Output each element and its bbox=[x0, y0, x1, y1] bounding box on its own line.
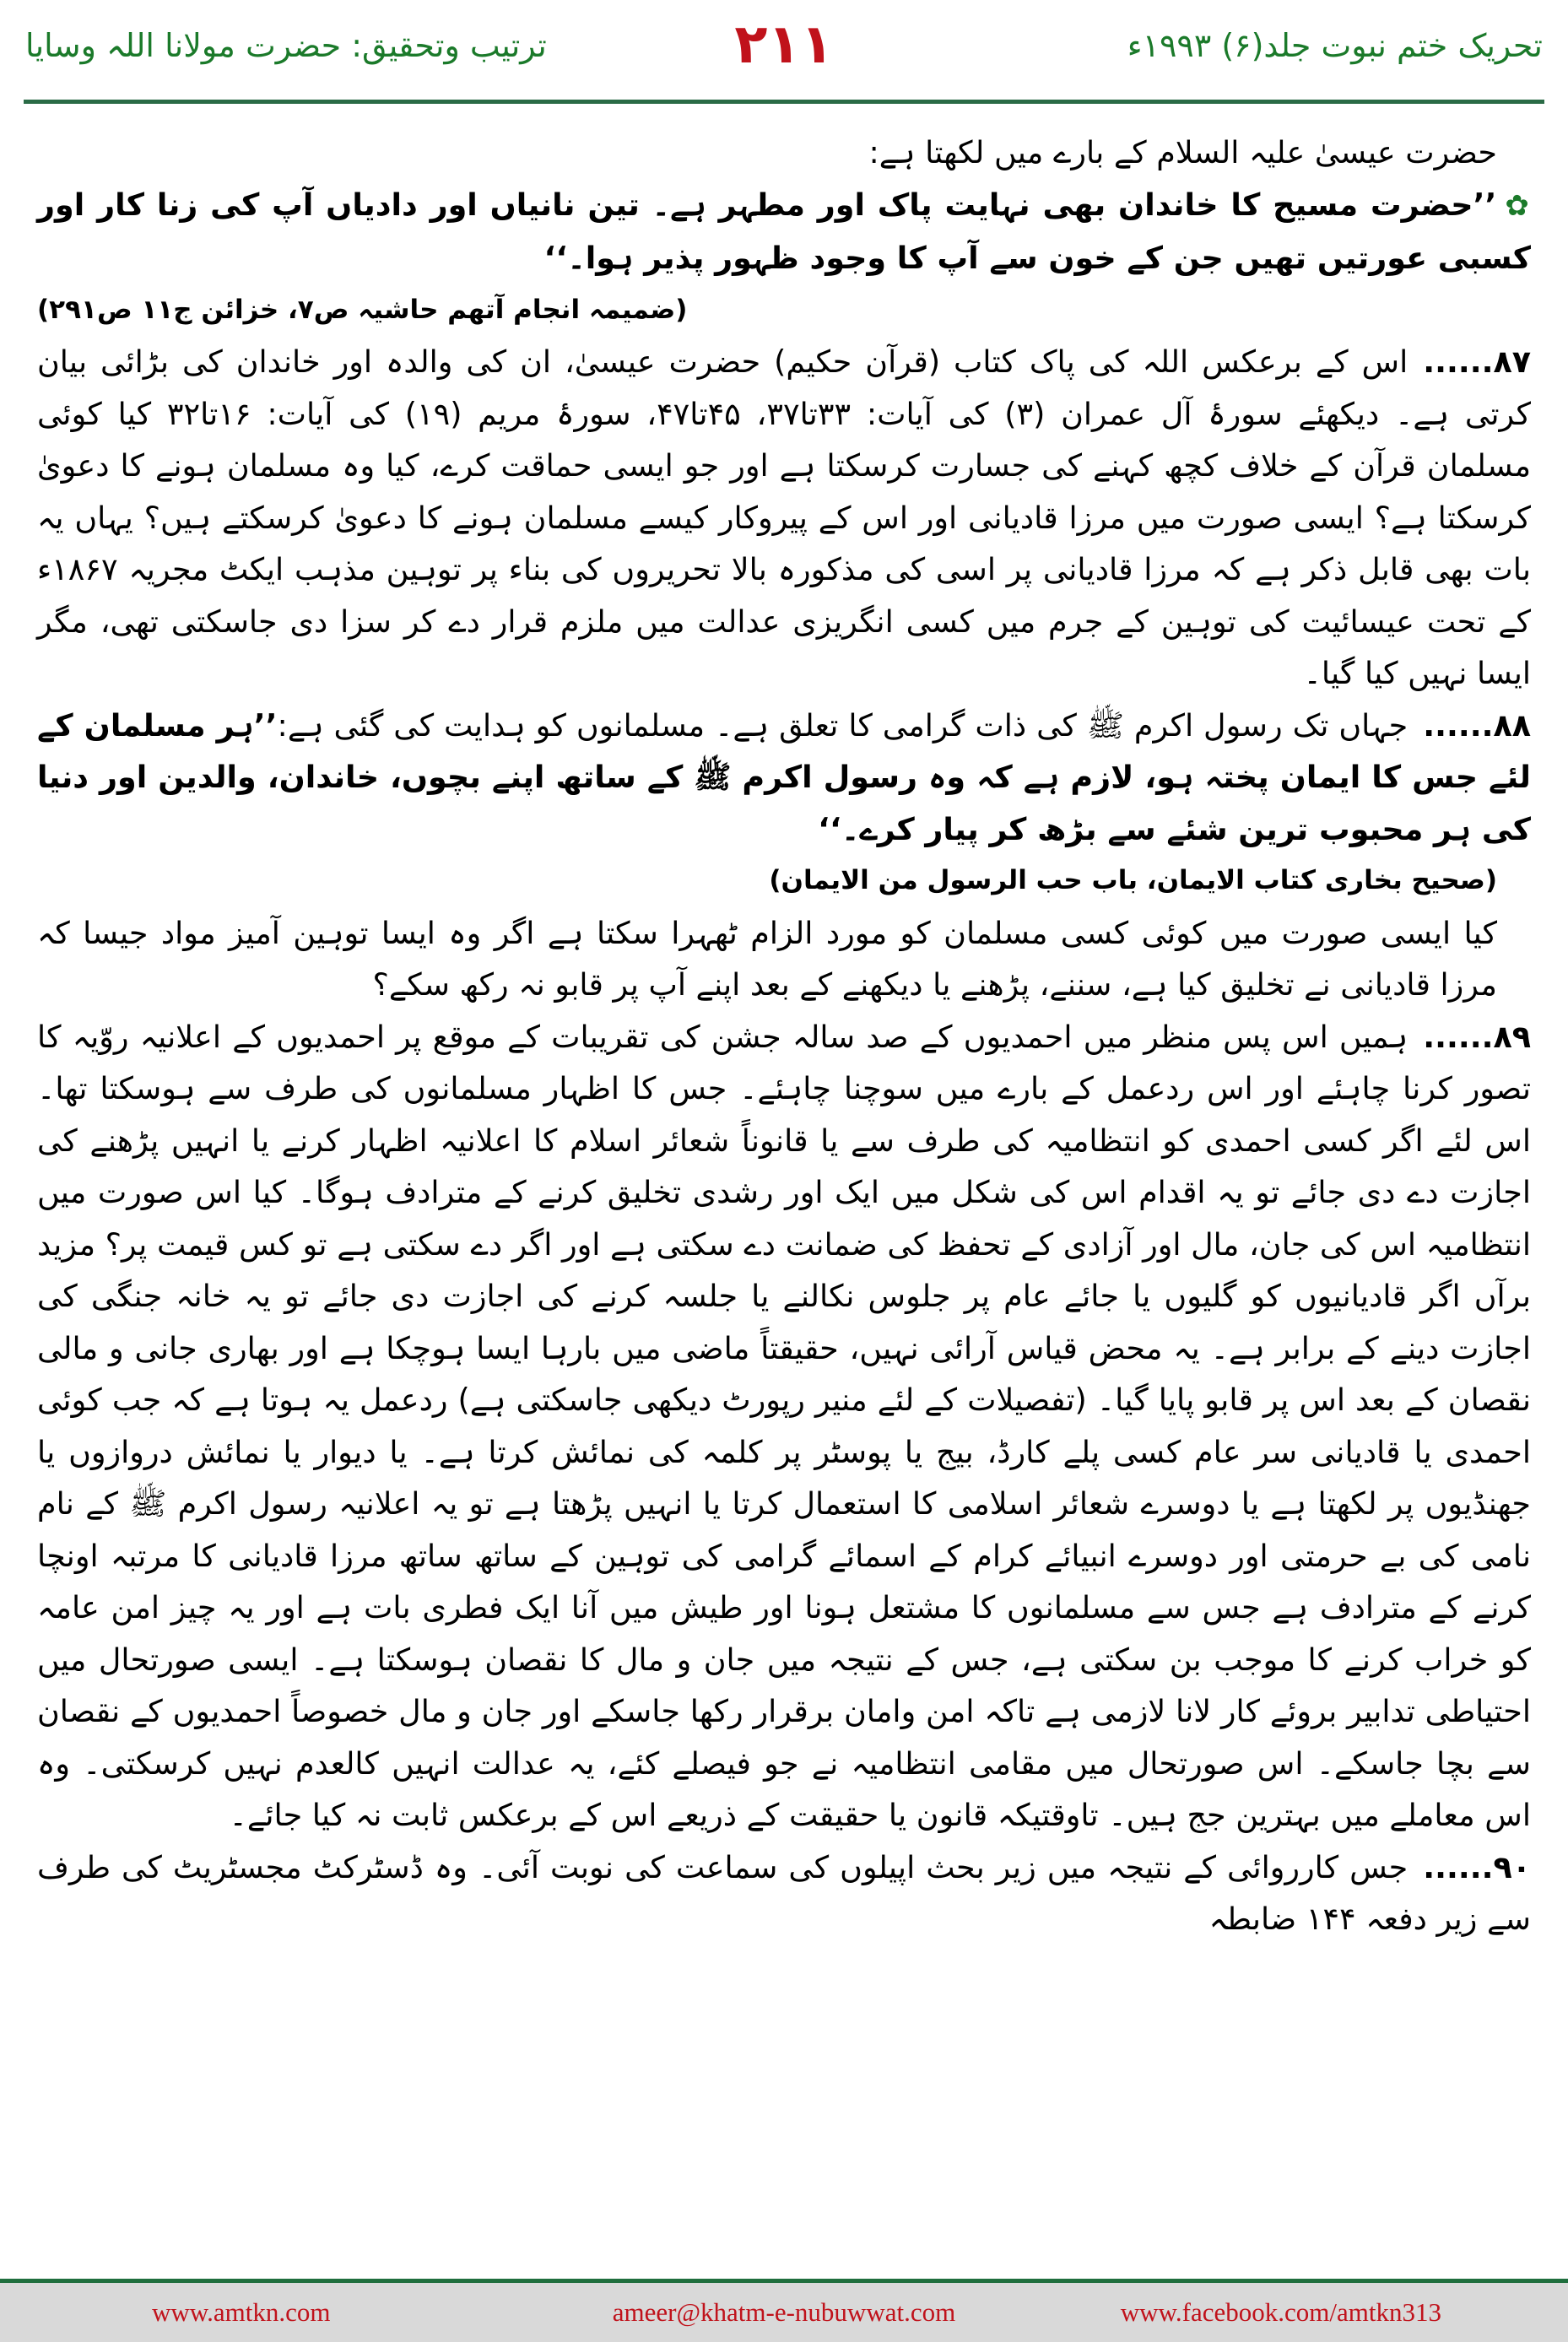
page-header bbox=[0, 0, 1568, 122]
book-title: تحریک ختم نبوت جلد(۶) ۱۹۹۳ء bbox=[1127, 27, 1543, 64]
paragraph-text: جس کارروائی کے نتیجہ میں زیر بحث اپیلوں کی سماعت کی نوبت آئی۔ وہ ڈسٹرکٹ مجسٹریٹ کی طرف سے زیر دفعہ ۱۴۴ ضابطہ bbox=[37, 1848, 1531, 1937]
website-link[interactable]: www.amtkn.com bbox=[152, 2297, 331, 2327]
paragraph-90 bbox=[37, 1842, 1531, 1945]
flower-bullet-icon: ✿ bbox=[1505, 188, 1531, 223]
intro-line: حضرت عیسیٰ علیہ السلام کے بارے میں لکھتا ہے: bbox=[868, 134, 1497, 170]
paragraph-87 bbox=[37, 336, 1531, 700]
paragraph-88 bbox=[37, 700, 1531, 856]
quote-reference: (ضمیمہ انجام آتھم حاشیہ ص۷، خزائن ج۱۱ ص۲۹۱) bbox=[37, 294, 688, 325]
paragraph-88-followup: کیا ایسی صورت میں کوئی کسی مسلمان کو مورد الزام ٹھہرا سکتا ہے اگر وہ ایسا توہین آمیز مواد جیسا کہ مرزا قادیانی نے تخلیق کیا ہے، سننے، پڑھنے یا دیکھنے کے بعد اپنے آپ پر قابو نہ رکھ سکے؟ bbox=[37, 914, 1497, 1003]
hadith-quote: ’’ہر مسلمان کے لئے جس کا ایمان پختہ ہو، لازم ہے کہ وہ رسول اکرم ﷺ کے ساتھ اپنے بچوں، خاندان، والدین اور دنیا کی ہر محبوب ترین شئے سے بڑھ کر پیار کرے۔‘‘ bbox=[37, 706, 1531, 847]
header-divider bbox=[24, 100, 1544, 104]
facebook-link[interactable]: www.facebook.com/amtkn313 bbox=[1120, 2297, 1441, 2327]
page-body bbox=[37, 127, 1531, 1945]
quote-text: ’’حضرت مسیح کا خاندان بھی نہایت پاک اور مطہر ہے۔ تین نانیاں اور دادیاں آپ کی زنا کار اور کسبی عورتیں تھیں جن کے خون سے آپ کا وجود ظہور پذیر ہوا۔‘‘ bbox=[37, 186, 1531, 276]
paragraph-text: اس کے برعکس اللہ کی پاک کتاب (قرآن حکیم) حضرت عیسیٰ، ان کی والدہ اور خاندان کی بڑائی بیان کرتی ہے۔ دیکھئے سورۂ آل عمران (۳) کی آیات: ۳۳تا۳۷، ۴۵تا۴۷، سورۂ مریم (۱۹) کی آیات: ۱۶تا۳۲ کیا کوئی مسلمان قرآن کے خلاف کچھ کہنے کی جسارت کرسکتا ہے اور جو ایسی حماقت کرے، کیا وہ مسلمان ہونے کا دعویٰ کرسکتا ہے؟ ایسی صورت میں مرزا قادیانی اور اس کے پیروکار کیسے مسلمان ہونے کا دعویٰ کرسکتے ہیں؟ یہاں یہ بات بھی قابل ذکر ہے کہ مرزا قادیانی پر اسی کی مذکورہ بالا تحریروں کی بناء پر توہین مذہب ایکٹ مجریہ ۱۸۶۷ء کے تحت عیسائیت کی توہین کے جرم میں کسی انگریزی عدالت میں ملزم قرار دے کر سزا دی جاسکتی تھی، مگر ایسا نہیں کیا گیا۔ bbox=[37, 343, 1531, 691]
paragraph-number: ۸۹...... bbox=[1423, 1018, 1531, 1055]
paragraph-89 bbox=[37, 1011, 1531, 1842]
quote-paragraph bbox=[37, 179, 1531, 284]
hadith-reference: (صحیح بخاری کتاب الایمان، باب حب الرسول من الایمان) bbox=[769, 865, 1497, 895]
email-link[interactable]: ameer@khatm-e-nubuwwat.com bbox=[612, 2297, 956, 2327]
footer-divider bbox=[0, 2279, 1568, 2283]
paragraph-text: ہمیں اس پس منظر میں احمدیوں کے صد سالہ جشن کی تقریبات کے موقع پر احمدیوں کے اعلانیہ روّیہ کا تصور کرنا چاہئے اور اس ردعمل کے بارے میں سوچنا چاہئے۔ جس کا اظہار مسلمانوں کی طرف سے ہوسکتا تھا۔ اس لئے اگر کسی احمدی کو انتظامیہ کی طرف سے یا قانوناً شعائر اسلام کا اعلانیہ اظہار کرنے یا انہیں پڑھنے کی اجازت دے دی جائے تو یہ اقدام اس کی شکل میں ایک اور رشدی تخلیق کرنے کے مترادف ہوگا۔ کیا اس صورت میں انتظامیہ اس کی جان، مال اور آزادی کے تحفظ کی ضمانت دے سکتی ہے اور اگر دے سکتی ہے تو کس قیمت پر؟ مزید برآں اگر قادیانیوں کو گلیوں یا جائے عام پر جلوس نکالنے یا جلسہ کرنے کی اجازت دی جائے تو یہ خانہ جنگی کی اجازت دینے کے برابر ہے۔ یہ محض قیاس آرائی نہیں، حقیقتاً ماضی میں بارہا ایسا ہوچکا ہے اور بھاری جانی و مالی نقصان کے بعد اس پر قابو پایا گیا۔ (تفصیلات کے لئے منیر رپورٹ دیکھی جاسکتی ہے) ردعمل یہ ہوتا ہے کہ جب کوئی احمدی یا قادیانی سر عام کسی پلے کارڈ، بیج یا پوسٹر پر کلمہ کی نمائش کرتا ہے۔ یا دیوار یا نمائش دروازوں یا جھنڈیوں پر لکھتا ہے یا دوسرے شعائر اسلامی کا استعمال کرتا یا انہیں پڑھتا ہے تو یہ اعلانیہ رسول اکرم ﷺ کے نام نامی کی بے حرمتی اور دوسرے انبیائے کرام کے اسمائے گرامی کی توہین کے ساتھ ساتھ مرزا قادیانی کا مرتبہ اونچا کرنے کے مترادف ہے جس سے مسلمانوں کا مشتعل ہونا اور طیش میں آنا ایک فطری بات ہے اور یہ چیز امن عامہ کو خراب کرنے کا موجب بن سکتی ہے، جس کے نتیجہ میں جان و مال کا نقصان ہوسکتا ہے۔ ایسی صورتحال میں احتیاطی تدابیر بروئے کار لانا لازمی ہے تاکہ امن وامان برقرار رکھا جاسکے اور جان و مال خصوصاً احمدیوں کے نقصان سے بچا جاسکے۔ اس صورتحال میں مقامی انتظامیہ نے جو فیصلے کئے، یہ عدالت انہیں کالعدم نہیں کرسکتی۔ وہ اس معاملے میں بہترین جج ہیں۔ تاوقتیکہ قانون یا حقیقت کے ذریعے اس کے برعکس ثابت نہ کیا جائے۔ bbox=[37, 1018, 1531, 1833]
paragraph-number: ۹۰...... bbox=[1423, 1848, 1531, 1885]
paragraph-text: جہاں تک رسول اکرم ﷺ کی ذات گرامی کا تعلق ہے۔ مسلمانوں کو ہدایت کی گئی ہے: bbox=[277, 706, 1408, 744]
page-footer bbox=[0, 2279, 1568, 2342]
compiler-credit: ترتیب وتحقیق: حضرت مولانا اللہ وسایا bbox=[25, 27, 547, 64]
paragraph-number: ۸۸...... bbox=[1423, 706, 1531, 744]
paragraph-number: ۸۷...... bbox=[1423, 343, 1531, 380]
page-number: ۲۱۱ bbox=[734, 14, 834, 76]
